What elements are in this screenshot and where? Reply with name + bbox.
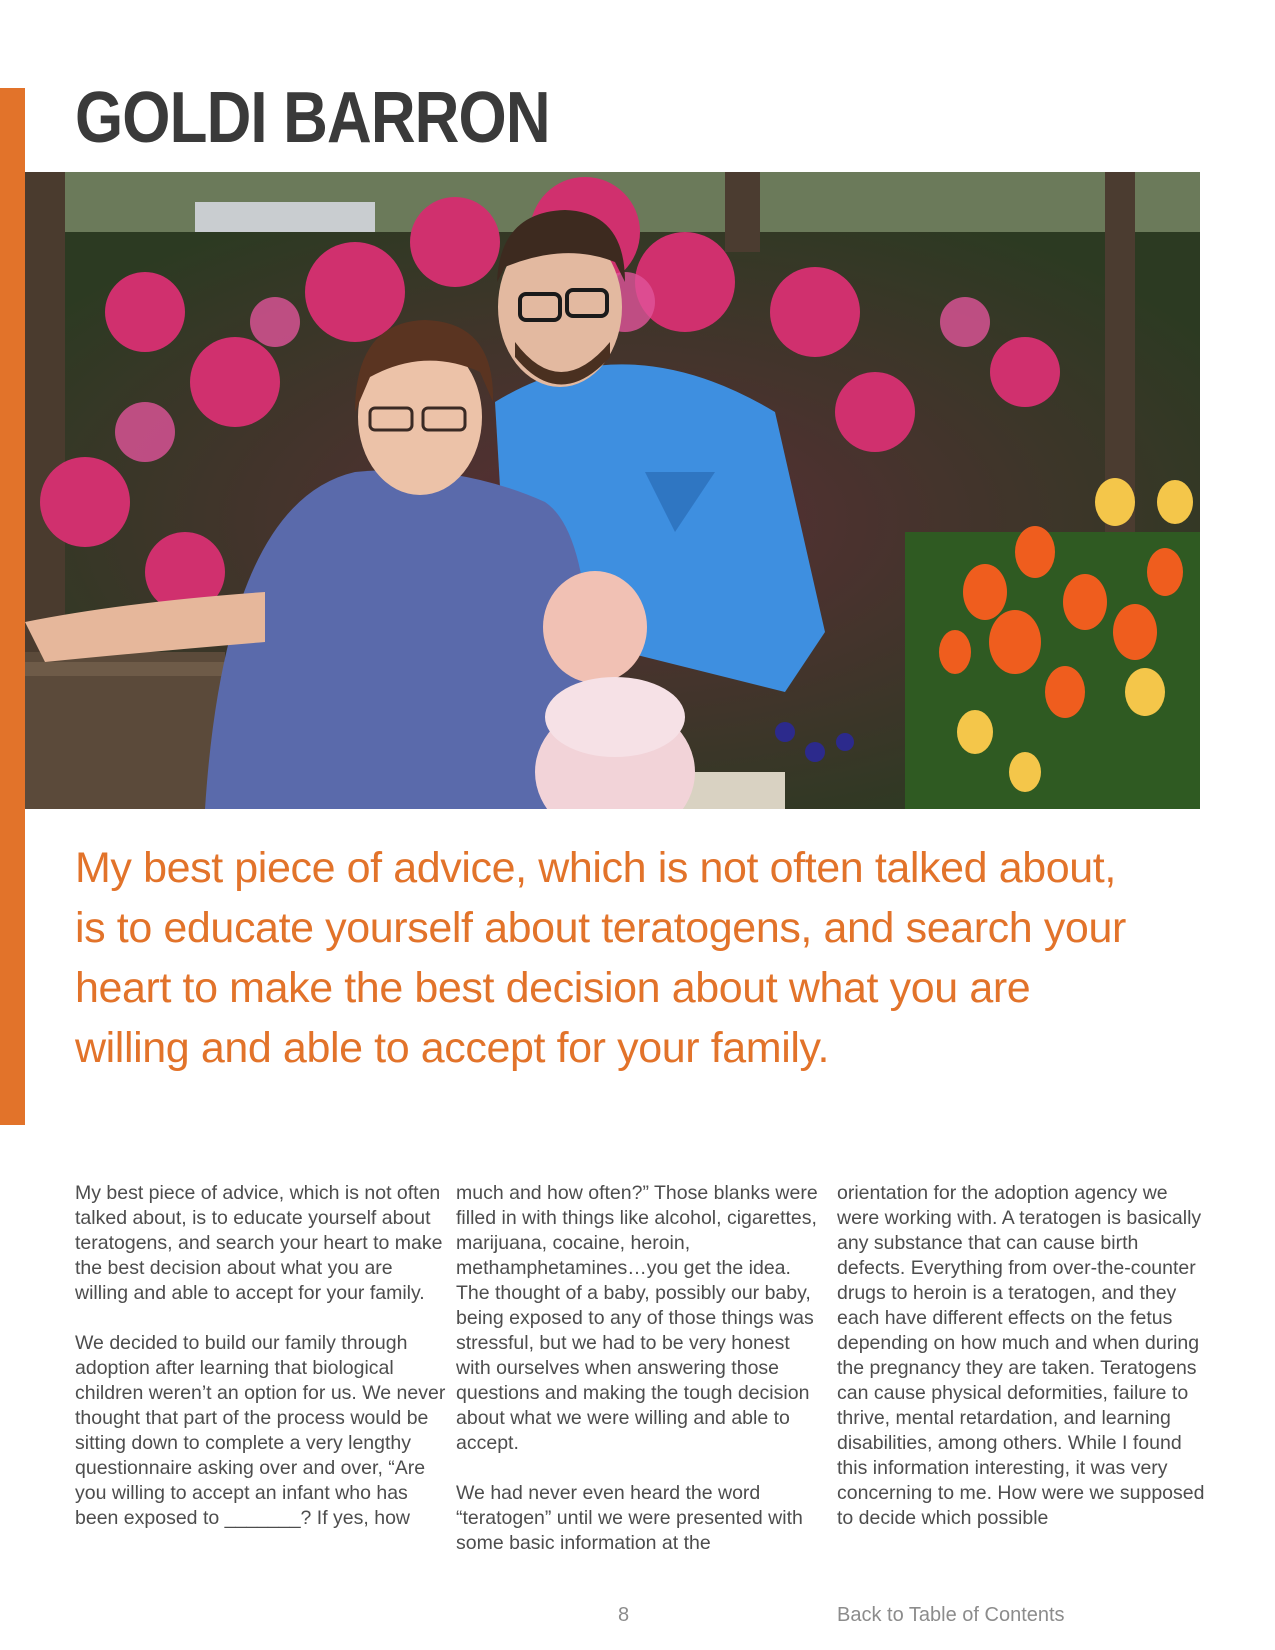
- orange-accent-bar: [0, 88, 25, 1125]
- family-photo-illustration: [25, 172, 1200, 809]
- article-body: [75, 1181, 1205, 1581]
- pull-quote: My best piece of advice, which is not often talked about, is to educate yourself about teratogens, and search your heart to make the best decision about what you are willing and able to accept for your family.: [75, 844, 1126, 1072]
- text-column-1: [75, 1181, 447, 1556]
- paragraph: orientation for the adoption agency we were working with. A teratogen is basically any substance that can cause birth defects. Everything from over-the-counter drugs to heroin is a teratogen, and they each have different effects on the fetus depending on how much and when during the pregnancy they are taken. Teratogens can cause physical deformities, failure to thrive, mental retardation, and learning disabilities, among others. While I found this information interesting, it was very concerning to me. How were we supposed to decide which possible: [837, 1182, 1205, 1529]
- text-column-3: [837, 1181, 1209, 1556]
- family-photo: [25, 172, 1200, 809]
- paragraph: My best piece of advice, which is not often talked about, is to educate yourself about teratogens, and search your heart to make the best decision about what you are willing and able to accept for your family.: [75, 1182, 443, 1304]
- page-number: 8: [618, 1604, 630, 1626]
- page-title: GOLDI BARRON: [75, 78, 550, 158]
- paragraph: We decided to build our family through adoption after learning that biological children weren’t an option for us. We never thought that part of the process would be sitting down to complete a very lengthy questionnaire asking over and over, “Are you willing to accept an infant who has been exposed to _______? If yes, how: [75, 1332, 446, 1529]
- back-to-toc-link[interactable]: Back to Table of Contents: [837, 1604, 1065, 1626]
- paragraph: much and how often?” Those blanks were filled in with things like alcohol, cigarettes, marijuana, cocaine, heroin, methamphetamines…you get the idea. The thought of a baby, possibly our baby, being exposed to any of those things was stressful, but we had to be very honest with ourselves when answering those questions and making the tough decision about what we were willing and able to accept.: [456, 1182, 818, 1454]
- paragraph: We had never even heard the word “teratogen” until we were presented with some basic information at the: [456, 1482, 803, 1554]
- text-column-2: [456, 1181, 828, 1581]
